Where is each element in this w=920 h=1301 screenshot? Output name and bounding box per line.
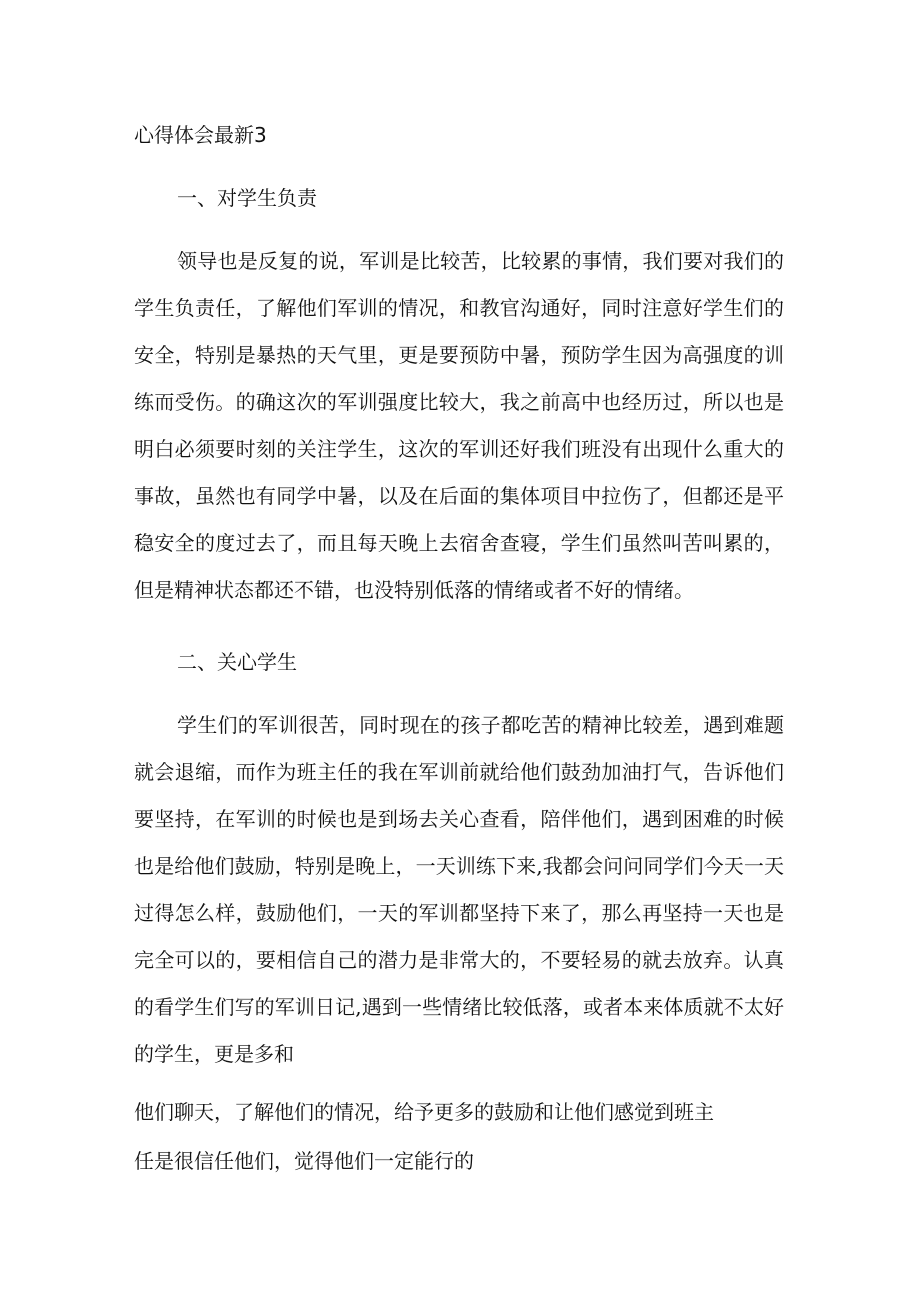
section-2-continuation-line-2: 任是很信任他们，觉得他们一定能行的 bbox=[134, 1149, 474, 1173]
section-2-continuation-line-1: 他们聊天，了解他们的情况，给予更多的鼓励和让他们感觉到班主 bbox=[134, 1100, 714, 1124]
document-title: 心得体会最新3 bbox=[134, 123, 267, 147]
section-2-paragraph: 学生们的军训很苦，同时现在的孩子都吃苦的精神比较差，遇到难题就会退缩，而作为班主任的我在军训前就给他们鼓劲加油打气，告诉他们要坚持，在军训的时候也是到场去关心查看，陪伴他们，遇到困难的时候也是给他们鼓励，特别是晚上，一天训练下来,我都会问问同学们今天一天过得怎么样，鼓励他们，一天的军训都坚持下来了，那么再坚持一天也是完全可以的，要相信自己的潜力是非常大的，不要轻易的就去放弃。认真的看学生们写的军训日记,遇到一些情绪比较低落，或者本来体质就不太好的学生，更是多和 bbox=[134, 713, 784, 1066]
section-2-heading: 二、关心学生 bbox=[177, 650, 297, 674]
section-1-paragraph: 领导也是反复的说，军训是比较苦，比较累的事情，我们要对我们的学生负责任，了解他们军训的情况，和教官沟通好，同时注意好学生们的安全，特别是暴热的天气里，更是要预防中暑，预防学生因为高强度的训练而受伤。的确这次的军训强度比较大，我之前高中也经历过，所以也是明白必须要时刻的关注学生，这次的军训还好我们班没有出现什么重大的事故，虽然也有同学中暑，以及在后面的集体项目中拉伤了，但都还是平稳安全的度过去了，而且每天晚上去宿舍查寝，学生们虽然叫苦叫累的，但是精神状态都还不错，也没特别低落的情绪或者不好的情绪。 bbox=[134, 249, 784, 602]
section-1-heading: 一、对学生负责 bbox=[177, 186, 317, 210]
